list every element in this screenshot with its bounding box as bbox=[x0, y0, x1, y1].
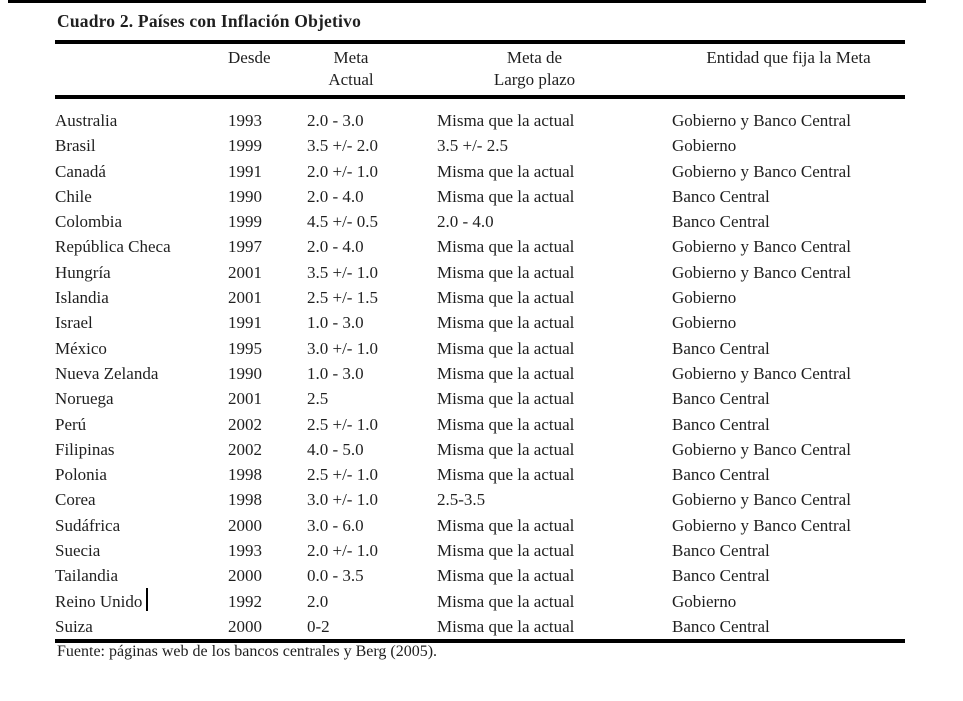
cell-entity: Gobierno y Banco Central bbox=[672, 490, 851, 510]
header-longterm-target bbox=[437, 42, 672, 97]
cell-entity: Banco Central bbox=[672, 338, 770, 358]
cell-since: 1991 bbox=[228, 313, 262, 333]
table-row bbox=[55, 133, 905, 158]
cell-country: Filipinas bbox=[55, 439, 115, 459]
header-entity-label: Entidad que fija la Meta bbox=[706, 48, 871, 67]
table-row bbox=[55, 462, 905, 487]
cell-country: Tailandia bbox=[55, 566, 119, 586]
cell-country: Islandia bbox=[55, 288, 109, 308]
cell-longterm-target: Misma que la actual bbox=[437, 288, 575, 308]
cell-entity: Banco Central bbox=[672, 212, 770, 232]
cell-longterm-target: Misma que la actual bbox=[437, 338, 575, 358]
text-cursor bbox=[146, 588, 148, 611]
header-current-target bbox=[307, 42, 437, 97]
table-row bbox=[55, 336, 905, 361]
cell-since: 2002 bbox=[228, 439, 262, 459]
table-row bbox=[55, 361, 905, 386]
table-row bbox=[55, 563, 905, 588]
cell-country: Australia bbox=[55, 111, 118, 130]
cell-since: 2001 bbox=[228, 389, 262, 409]
table-row bbox=[55, 97, 905, 133]
cell-since: 1998 bbox=[228, 465, 262, 485]
cell-current-target: 2.5 +/- 1.0 bbox=[307, 414, 378, 434]
cell-since: 1999 bbox=[228, 136, 262, 156]
cell-current-target: 2.0 bbox=[307, 591, 329, 611]
header-since-label: Desde bbox=[228, 48, 271, 67]
cell-country: Israel bbox=[55, 313, 93, 333]
cell-since: 2000 bbox=[228, 566, 262, 586]
header-current-line2: Actual bbox=[328, 69, 374, 89]
header-current-line1: Meta bbox=[333, 48, 369, 67]
cell-since: 2002 bbox=[228, 414, 262, 434]
cell-current-target: 4.5 +/- 0.5 bbox=[307, 212, 378, 232]
cell-country: Brasil bbox=[55, 136, 96, 156]
table-row bbox=[55, 310, 905, 335]
cell-current-target: 3.0 +/- 1.0 bbox=[307, 338, 378, 358]
table-header bbox=[55, 42, 905, 97]
cell-country: Suecia bbox=[55, 541, 101, 561]
table-row bbox=[55, 159, 905, 184]
cell-country: Reino Unido bbox=[55, 591, 143, 611]
cell-country: República Checa bbox=[55, 237, 171, 257]
cell-current-target: 2.5 +/- 1.0 bbox=[307, 465, 378, 485]
table-row bbox=[55, 437, 905, 462]
cell-current-target: 3.5 +/- 1.0 bbox=[307, 262, 378, 282]
cell-current-target: 3.0 +/- 1.0 bbox=[307, 490, 378, 510]
table-row bbox=[55, 285, 905, 310]
page-top-rule bbox=[8, 0, 926, 3]
cell-longterm-target: Misma que la actual bbox=[437, 465, 575, 485]
cell-longterm-target: Misma que la actual bbox=[437, 591, 575, 611]
inflation-target-table bbox=[55, 40, 905, 643]
cell-entity: Banco Central bbox=[672, 541, 770, 561]
cell-entity: Gobierno y Banco Central bbox=[672, 161, 851, 181]
header-row bbox=[55, 42, 905, 97]
header-country bbox=[55, 42, 228, 97]
cell-longterm-target: Misma que la actual bbox=[437, 616, 575, 636]
table-row bbox=[55, 386, 905, 411]
header-longterm-line2: Largo plazo bbox=[493, 69, 576, 89]
table-row bbox=[55, 209, 905, 234]
cell-current-target: 0-2 bbox=[307, 616, 330, 636]
table-row bbox=[55, 260, 905, 285]
cell-entity: Gobierno bbox=[672, 591, 737, 611]
cell-since: 2001 bbox=[228, 262, 262, 282]
cell-current-target: 0.0 - 3.5 bbox=[307, 566, 364, 586]
cell-current-target: 2.5 bbox=[307, 389, 329, 409]
cell-country: Sudáfrica bbox=[55, 515, 121, 535]
table-row bbox=[55, 614, 905, 641]
cell-since: 2001 bbox=[228, 288, 262, 308]
cell-current-target: 2.0 - 4.0 bbox=[307, 186, 364, 206]
cell-current-target: 2.5 +/- 1.5 bbox=[307, 288, 378, 308]
cell-current-target: 4.0 - 5.0 bbox=[307, 439, 364, 459]
table-title: Cuadro 2. Países con Inflación Objetivo bbox=[57, 11, 362, 31]
cell-entity: Banco Central bbox=[672, 186, 770, 206]
cell-country: Perú bbox=[55, 414, 87, 434]
cell-longterm-target: Misma que la actual bbox=[437, 363, 575, 383]
cell-entity: Banco Central bbox=[672, 414, 770, 434]
cell-entity: Banco Central bbox=[672, 616, 770, 636]
cell-country: Colombia bbox=[55, 212, 123, 232]
table-row bbox=[55, 487, 905, 512]
cell-longterm-target: Misma que la actual bbox=[437, 566, 575, 586]
cell-current-target: 3.0 - 6.0 bbox=[307, 515, 364, 535]
table-row bbox=[55, 184, 905, 209]
cell-since: 1991 bbox=[228, 161, 262, 181]
cell-current-target: 2.0 - 3.0 bbox=[307, 111, 364, 130]
cell-longterm-target: 3.5 +/- 2.5 bbox=[437, 136, 508, 156]
cell-current-target: 2.0 - 4.0 bbox=[307, 237, 364, 257]
cell-since: 1992 bbox=[228, 591, 262, 611]
cell-country: Suiza bbox=[55, 616, 93, 636]
cell-since: 1995 bbox=[228, 338, 262, 358]
table-row bbox=[55, 538, 905, 563]
cell-entity: Banco Central bbox=[672, 389, 770, 409]
cell-since: 1990 bbox=[228, 186, 262, 206]
cell-entity: Gobierno y Banco Central bbox=[672, 363, 851, 383]
table-row bbox=[55, 412, 905, 437]
cell-current-target: 1.0 - 3.0 bbox=[307, 363, 364, 383]
cell-entity: Gobierno y Banco Central bbox=[672, 515, 851, 535]
cell-country: México bbox=[55, 338, 107, 358]
cell-current-target: 1.0 - 3.0 bbox=[307, 313, 364, 333]
cell-longterm-target: Misma que la actual bbox=[437, 414, 575, 434]
cell-longterm-target: Misma que la actual bbox=[437, 237, 575, 257]
table-body bbox=[55, 97, 905, 641]
table-row bbox=[55, 234, 905, 259]
table-row bbox=[55, 589, 905, 614]
cell-longterm-target: Misma que la actual bbox=[437, 262, 575, 282]
cell-longterm-target: 2.5-3.5 bbox=[437, 490, 486, 510]
cell-longterm-target: Misma que la actual bbox=[437, 161, 575, 181]
cell-since: 1999 bbox=[228, 212, 262, 232]
cell-since: 1998 bbox=[228, 490, 262, 510]
cell-country: Nueva Zelanda bbox=[55, 363, 159, 383]
header-since bbox=[228, 42, 307, 97]
cell-longterm-target: Misma que la actual bbox=[437, 389, 575, 409]
cell-since: 2000 bbox=[228, 616, 262, 636]
cell-entity: Gobierno bbox=[672, 136, 737, 156]
source-note: Fuente: páginas web de los bancos centrales y Berg (2005). bbox=[57, 643, 438, 660]
cell-entity: Gobierno bbox=[672, 288, 737, 308]
cell-country: Corea bbox=[55, 490, 96, 510]
cell-longterm-target: Misma que la actual bbox=[437, 313, 575, 333]
cell-entity: Gobierno y Banco Central bbox=[672, 262, 851, 282]
cell-current-target: 2.0 +/- 1.0 bbox=[307, 161, 378, 181]
cell-longterm-target: Misma que la actual bbox=[437, 111, 575, 130]
cell-entity: Gobierno y Banco Central bbox=[672, 237, 851, 257]
cell-country: Canadá bbox=[55, 161, 106, 181]
cell-current-target: 3.5 +/- 2.0 bbox=[307, 136, 378, 156]
table-row bbox=[55, 513, 905, 538]
cell-since: 1993 bbox=[228, 111, 262, 130]
cell-country: Noruega bbox=[55, 389, 114, 409]
cell-longterm-target: 2.0 - 4.0 bbox=[437, 212, 494, 232]
cell-entity: Gobierno bbox=[672, 313, 737, 333]
cell-since: 1993 bbox=[228, 541, 262, 561]
cell-longterm-target: Misma que la actual bbox=[437, 186, 575, 206]
cell-entity: Gobierno y Banco Central bbox=[672, 439, 851, 459]
cell-longterm-target: Misma que la actual bbox=[437, 515, 575, 535]
cell-country: Polonia bbox=[55, 465, 107, 485]
cell-since: 1990 bbox=[228, 363, 262, 383]
cell-country: Chile bbox=[55, 186, 92, 206]
cell-entity: Banco Central bbox=[672, 465, 770, 485]
header-entity bbox=[672, 42, 905, 97]
cell-longterm-target: Misma que la actual bbox=[437, 541, 575, 561]
cell-current-target: 2.0 +/- 1.0 bbox=[307, 541, 378, 561]
header-longterm-line1: Meta de bbox=[506, 48, 563, 67]
cell-entity: Banco Central bbox=[672, 566, 770, 586]
cell-since: 1997 bbox=[228, 237, 262, 257]
cell-longterm-target: Misma que la actual bbox=[437, 439, 575, 459]
cell-since: 2000 bbox=[228, 515, 262, 535]
cell-entity: Gobierno y Banco Central bbox=[672, 111, 851, 130]
cell-country: Hungría bbox=[55, 262, 111, 282]
